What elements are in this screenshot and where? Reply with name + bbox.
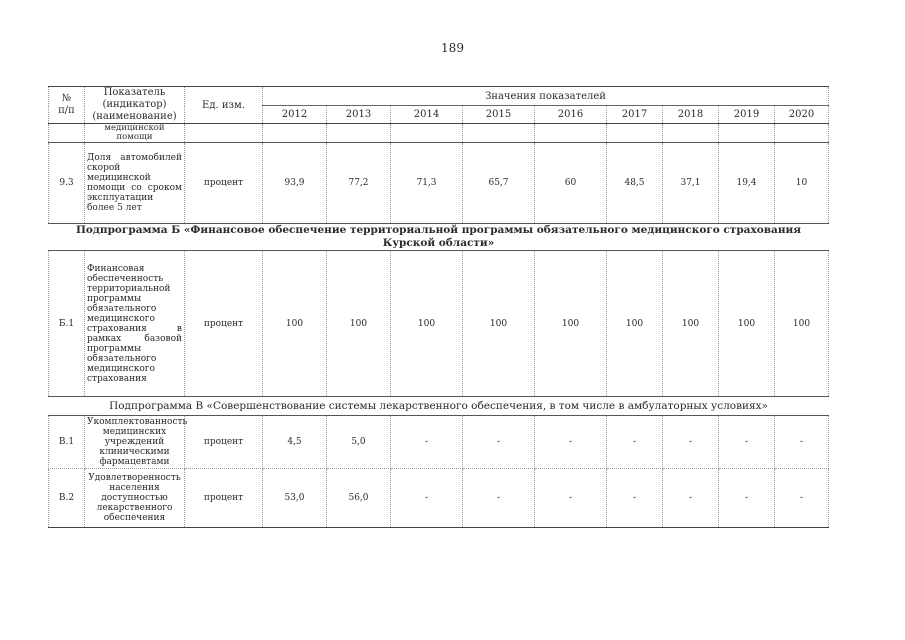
value-cell: - — [775, 416, 829, 469]
value-cell: - — [607, 469, 663, 528]
unit-cell: процент — [185, 251, 263, 397]
subprogram-b-title: Подпрограмма Б «Финансовое обеспечение территориальной программы обязательного медицинского страхования Курской области» — [49, 224, 829, 251]
value-cell: 10 — [775, 143, 829, 224]
table-row — [49, 251, 829, 397]
header-year: 2019 — [719, 106, 775, 124]
value-cell: - — [463, 469, 535, 528]
header-values-title: Значения показателей — [263, 87, 829, 106]
value-cell: - — [663, 469, 719, 528]
row-num: В.2 — [49, 469, 85, 528]
subprogram-heading-row — [49, 397, 829, 416]
cell-empty — [185, 124, 263, 143]
table-header — [49, 87, 829, 124]
value-cell: 77,2 — [327, 143, 391, 224]
row-num: Б.1 — [49, 251, 85, 397]
value-cell: - — [463, 416, 535, 469]
value-cell: 65,7 — [463, 143, 535, 224]
table-row — [49, 469, 829, 528]
table-row — [49, 143, 829, 224]
subprogram-heading-row — [49, 224, 829, 251]
value-cell: 71,3 — [391, 143, 463, 224]
header-year: 2016 — [535, 106, 607, 124]
value-cell: 100 — [327, 251, 391, 397]
value-cell: 19,4 — [719, 143, 775, 224]
unit-cell: процент — [185, 143, 263, 224]
value-cell: - — [391, 416, 463, 469]
cell-empty — [391, 124, 463, 143]
header-year: 2015 — [463, 106, 535, 124]
value-cell: 4,5 — [263, 416, 327, 469]
value-cell: 100 — [607, 251, 663, 397]
value-cell: - — [607, 416, 663, 469]
value-cell: - — [663, 416, 719, 469]
value-cell: - — [391, 469, 463, 528]
header-year: 2017 — [607, 106, 663, 124]
page-number: 189 — [441, 41, 464, 55]
cell-empty — [535, 124, 607, 143]
value-cell: - — [775, 469, 829, 528]
indicators-table — [48, 86, 829, 528]
value-cell: 100 — [463, 251, 535, 397]
cell-empty — [327, 124, 391, 143]
header-year: 2014 — [391, 106, 463, 124]
header-year: 2013 — [327, 106, 391, 124]
value-cell: - — [535, 416, 607, 469]
table-row — [49, 416, 829, 469]
cell-empty — [775, 124, 829, 143]
value-cell: 60 — [535, 143, 607, 224]
value-cell: 53,0 — [263, 469, 327, 528]
header-year: 2012 — [263, 106, 327, 124]
value-cell: 37,1 — [663, 143, 719, 224]
row-num: 9.3 — [49, 143, 85, 224]
value-cell: 100 — [391, 251, 463, 397]
header-year: 2020 — [775, 106, 829, 124]
indicator-name: Удовлетворенность населения доступностью лекарственного обеспечения — [85, 469, 185, 528]
cell-empty — [607, 124, 663, 143]
value-cell: 100 — [663, 251, 719, 397]
indicator-name: Финансовая обеспеченность территориальной программы обязательного медицинского страхования в рамках базовой программы обязательного медицинского страхования — [85, 251, 185, 397]
value-cell: 93,9 — [263, 143, 327, 224]
value-cell: 100 — [719, 251, 775, 397]
cell-empty — [663, 124, 719, 143]
indicator-name: Доля автомобилей скорой медицинской помощи со сроком эксплуатации более 5 лет — [85, 143, 185, 224]
continuation-row — [49, 124, 829, 143]
header-year: 2018 — [663, 106, 719, 124]
subprogram-v-title: Подпрограмма В «Совершенствование системы лекарственного обеспечения, в том числе в амбулаторных условиях» — [49, 397, 829, 416]
cell-empty — [263, 124, 327, 143]
value-cell: - — [719, 469, 775, 528]
value-cell: 56,0 — [327, 469, 391, 528]
unit-cell: процент — [185, 416, 263, 469]
value-cell: - — [719, 416, 775, 469]
value-cell: 100 — [263, 251, 327, 397]
header-num: № п/п — [49, 87, 85, 124]
cell-empty — [719, 124, 775, 143]
cell-empty — [49, 124, 85, 143]
cell-empty — [463, 124, 535, 143]
row-num: В.1 — [49, 416, 85, 469]
header-indicator: Показатель (индикатор) (наименование) — [85, 87, 185, 124]
unit-cell: процент — [185, 469, 263, 528]
continuation-text: медицинской помощи — [85, 124, 185, 143]
value-cell: 48,5 — [607, 143, 663, 224]
indicator-name: Укомплектованность медицинских учреждений клиническими фармацевтами — [85, 416, 185, 469]
header-unit: Ед. изм. — [185, 87, 263, 124]
value-cell: - — [535, 469, 607, 528]
value-cell: 100 — [535, 251, 607, 397]
value-cell: 100 — [775, 251, 829, 397]
value-cell: 5,0 — [327, 416, 391, 469]
